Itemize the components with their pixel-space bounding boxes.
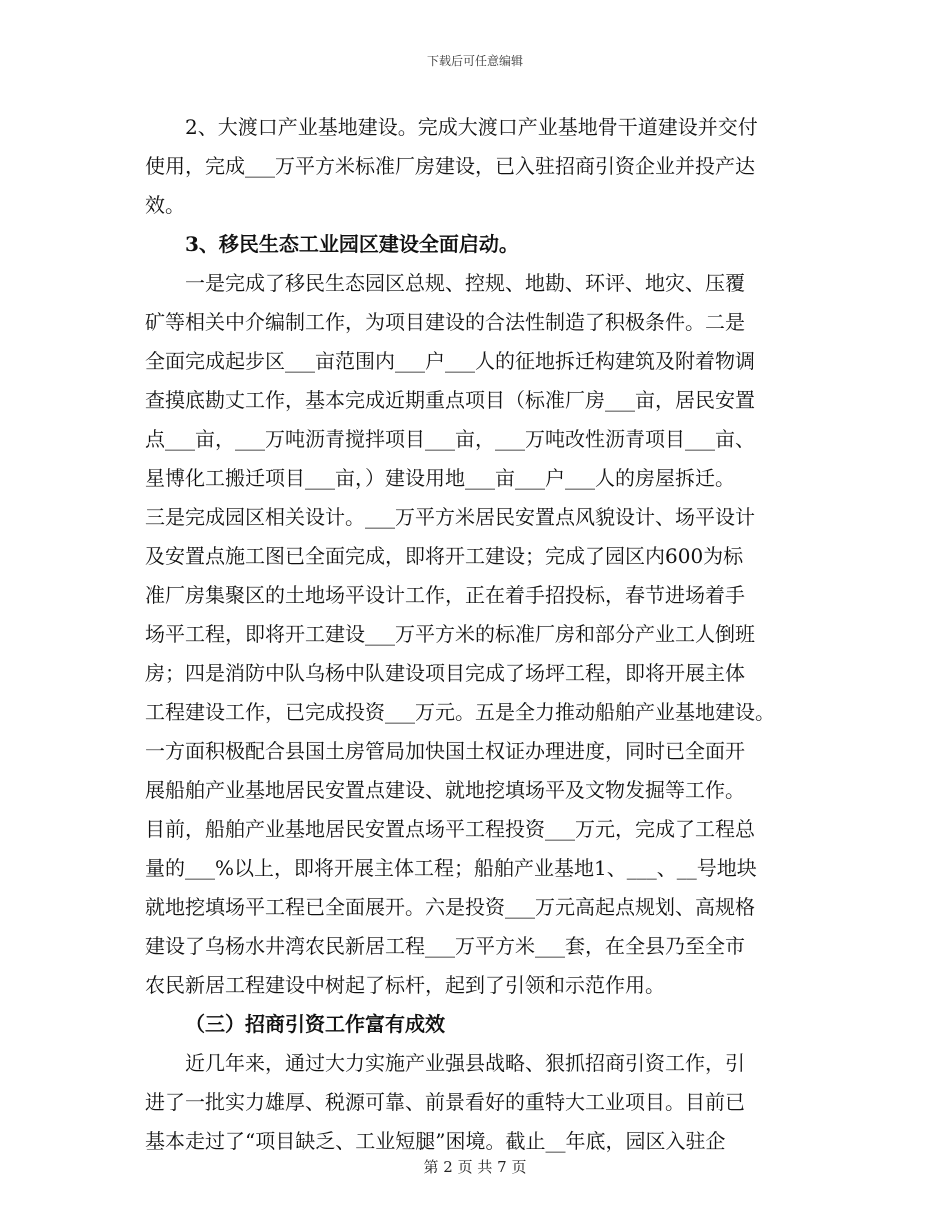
text-line: 目前，船舶产业基地居民安置点场平工程投资___万元，完成了工程总 [145, 817, 755, 841]
text-line: 房；四是消防中队乌杨中队建设项目完成了场坪工程，即将开展主体 [145, 661, 745, 685]
text-line: 及安置点施工图已全面完成，即将开工建设；完成了园区内600为标 [145, 544, 744, 568]
text-line: 就地挖填场平工程已全面展开。六是投资___万元高起点规划、高规格 [145, 895, 755, 919]
text-line: 一方面积极配合县国土房管局加快国土权证办理进度，同时已全面开 [145, 739, 745, 763]
text-line: 基本走过了“项目缺乏、工业短腿”困境。截止__年底，园区入驻企 [145, 1129, 726, 1153]
page-footer: 第 2 页 共 7 页 [423, 1158, 527, 1176]
text-line: 2、大渡口产业基地建设。完成大渡口产业基地骨干道建设并交付 [185, 115, 758, 139]
text-line: 星博化工搬迁项目___亩，）建设用地___亩___户___人的房屋拆迁。 [145, 466, 735, 490]
text-line: 量的___%以上，即将开展主体工程；船舶产业基地1、___、__号地块 [145, 856, 757, 880]
section-heading: （三）招商引资工作富有成效 [185, 1012, 445, 1036]
text-line: 建设了乌杨水井湾农民新居工程___万平方米___套，在全县乃至全市 [145, 934, 745, 958]
text-line: 展船舶产业基地居民安置点建设、就地挖填场平及文物发掘等工作。 [145, 778, 745, 802]
text-line: 工程建设工作，已完成投资___万元。五是全力推动船舶产业基地建设。 [145, 700, 775, 724]
text-line: 近几年来，通过大力实施产业强县战略、狠抓招商引资工作，引 [185, 1051, 745, 1075]
text-line: 矿等相关中介编制工作，为项目建设的合法性制造了积极条件。二是 [145, 310, 745, 334]
text-line: 点___亩，___万吨沥青搅拌项目___亩，___万吨改性沥青项目___亩、 [145, 427, 755, 451]
text-line: 效。 [145, 193, 185, 217]
text-line: 全面完成起步区___亩范围内___户___人的征地拆迁构建筑及附着物调 [145, 349, 755, 373]
section-heading: 3、移民生态工业园区建设全面启动。 [185, 232, 519, 256]
page-header: 下载后可任意编辑 [426, 54, 523, 68]
text-line: 场平工程，即将开工建设___万平方米的标准厂房和部分产业工人倒班 [145, 622, 755, 646]
text-line: 三是完成园区相关设计。___万平方米居民安置点风貌设计、场平设计 [145, 505, 755, 529]
text-line: 进了一批实力雄厚、税源可靠、前景看好的重特大工业项目。目前已 [145, 1090, 745, 1114]
text-line: 准厂房集聚区的土地场平设计工作，正在着手招投标，春节进场着手 [145, 583, 745, 607]
text-line: 农民新居工程建设中树起了标杆，起到了引领和示范作用。 [145, 973, 665, 997]
document-body [145, 108, 805, 1161]
text-line: 使用，完成___万平方米标准厂房建设，已入驻招商引资企业并投产达 [145, 154, 755, 178]
text-line: 查摸底勘丈工作，基本完成近期重点项目（标准厂房___亩，居民安置 [145, 388, 755, 412]
text-line: 一是完成了移民生态园区总规、控规、地勘、环评、地灾、压覆 [185, 271, 745, 295]
